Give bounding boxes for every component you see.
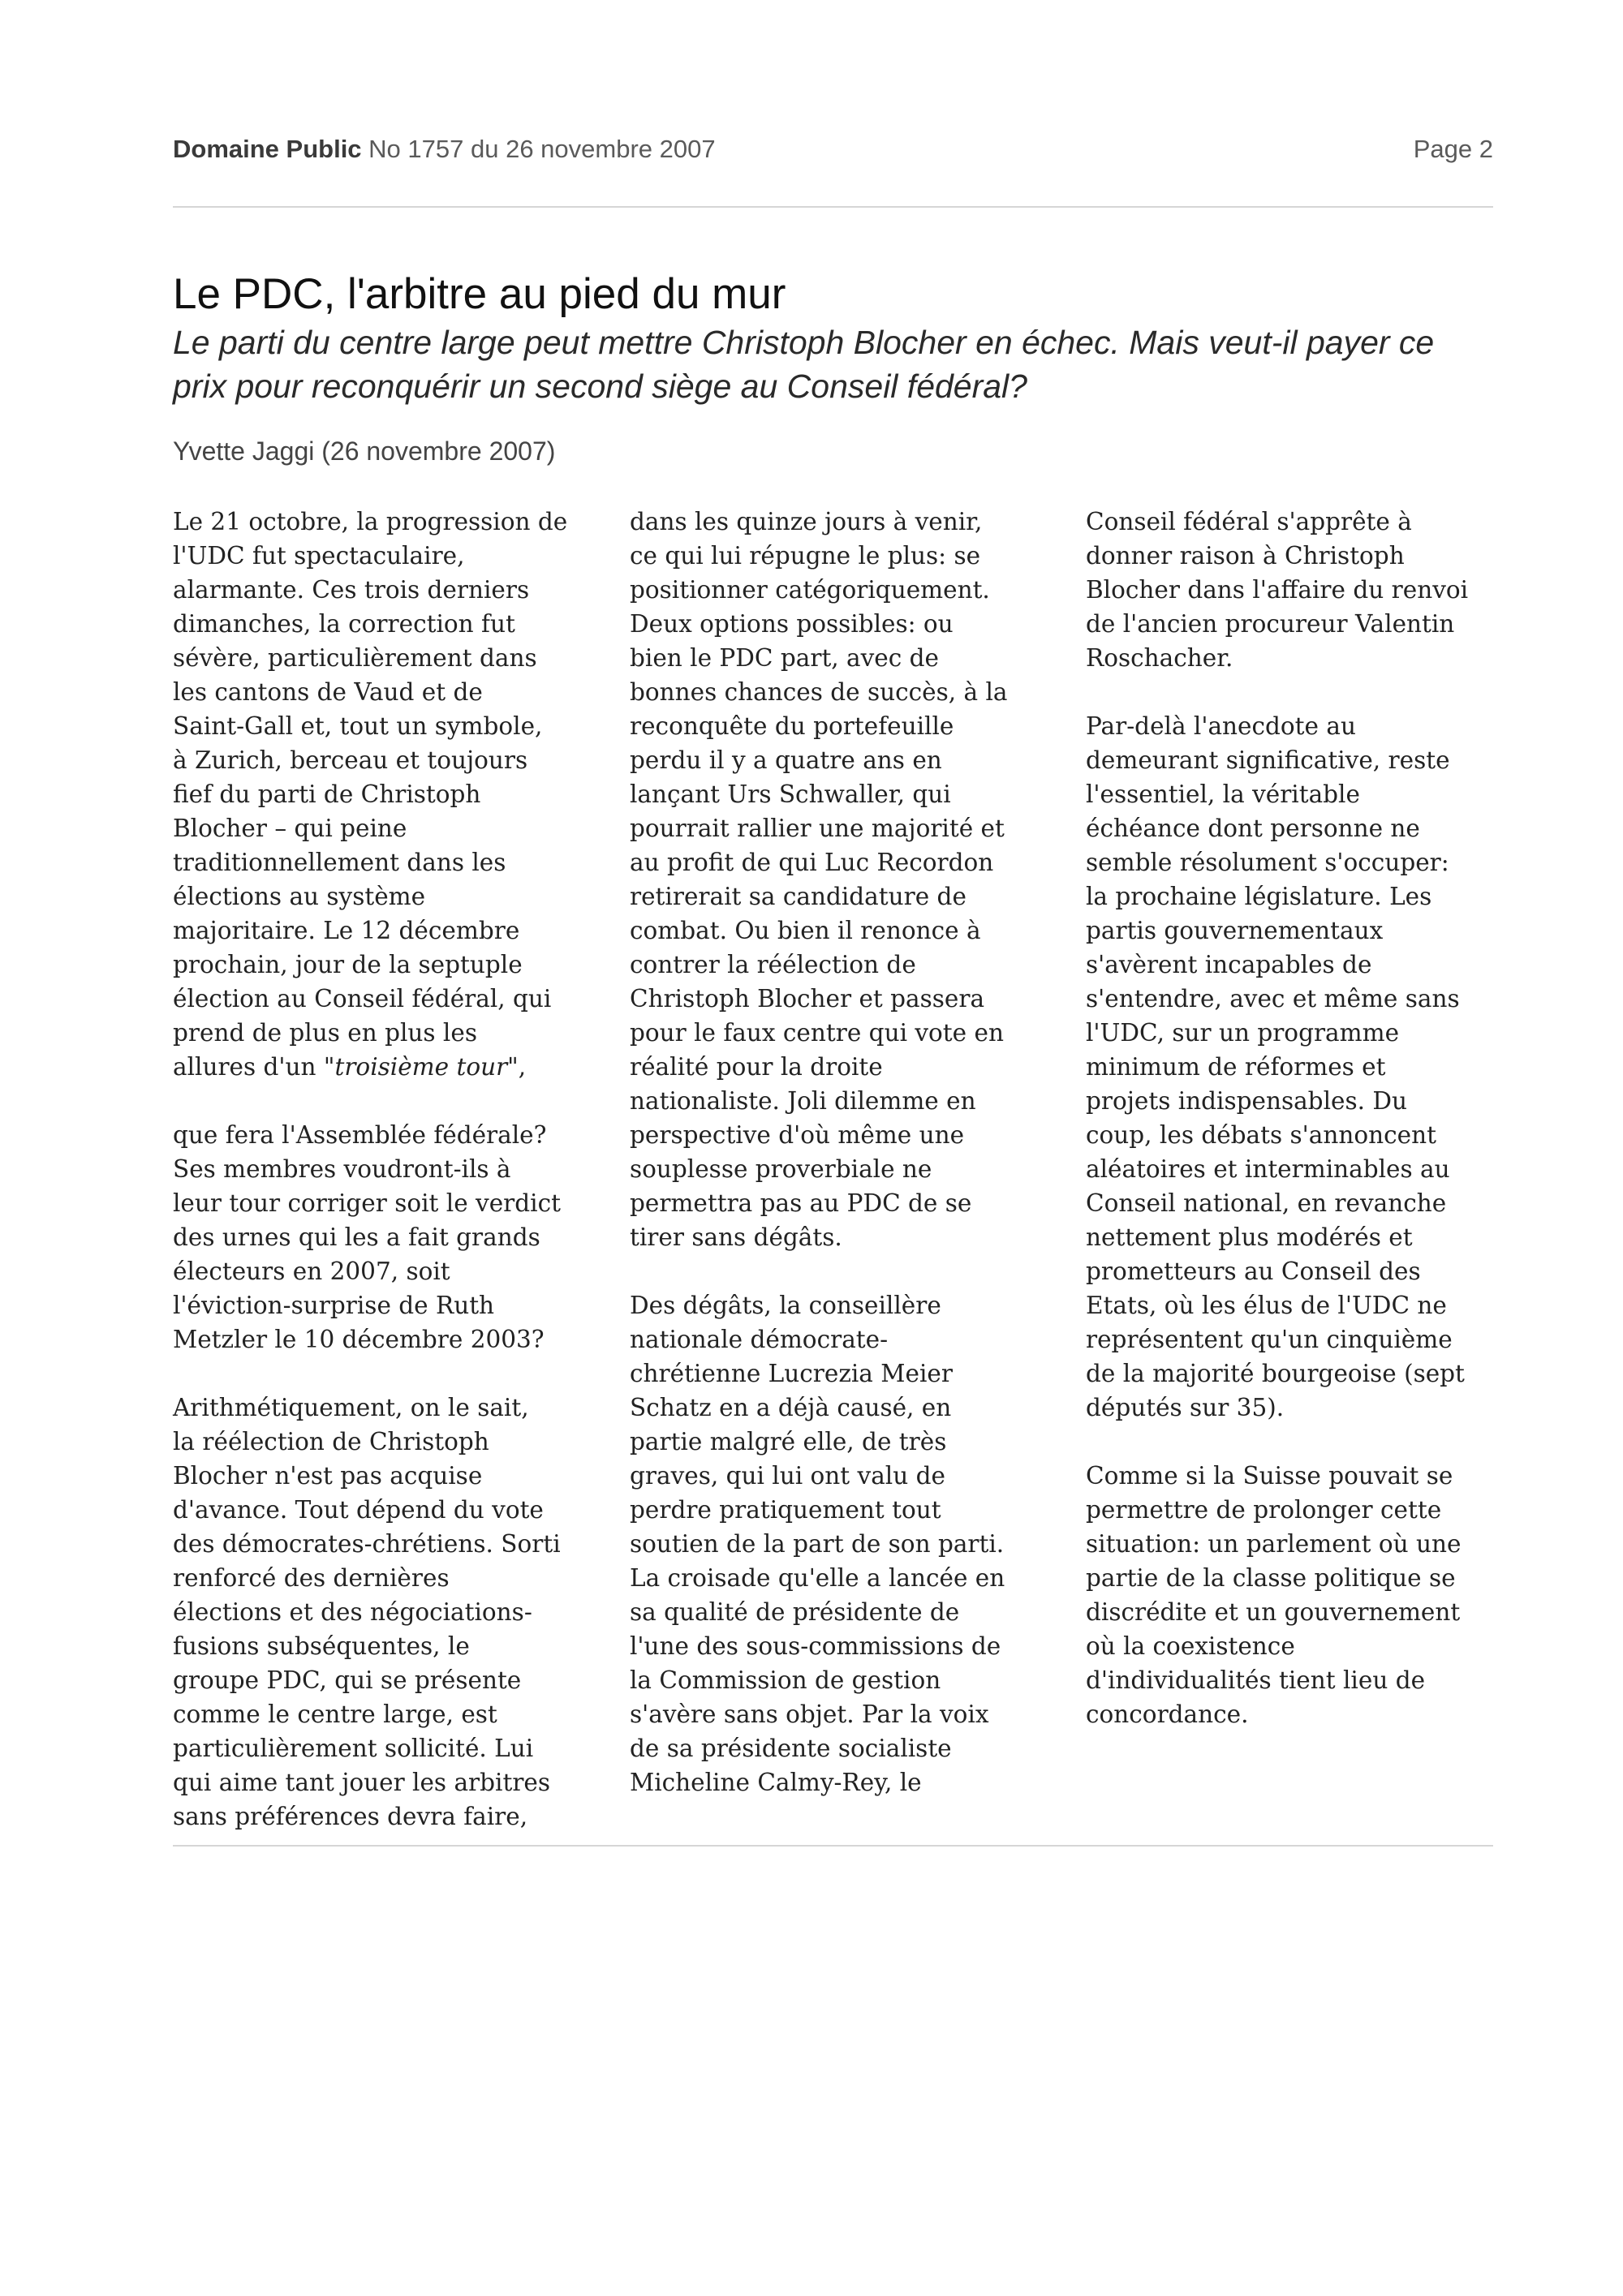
text-line: retirerait sa candidature de — [630, 883, 966, 910]
article-byline: Yvette Jaggi (26 novembre 2007) — [173, 436, 556, 466]
text-line: perdu il y a quatre ans en — [630, 746, 942, 774]
text-line: prometteurs au Conseil des — [1086, 1258, 1421, 1285]
text-line: qui aime tant jouer les arbitres — [173, 1769, 551, 1796]
text-line: discrédite et un gouvernement — [1086, 1598, 1461, 1626]
text-line: pourrait rallier une majorité et — [630, 815, 1005, 842]
text-line: sa qualité de présidente de — [630, 1598, 960, 1626]
text-line: Comme si la Suisse pouvait se — [1086, 1462, 1453, 1490]
text-line: Blocher dans l'affaire du renvoi — [1086, 576, 1469, 604]
text-line: bien le PDC part, avec de — [630, 644, 940, 672]
text-column-2 — [630, 505, 1060, 1799]
text-column-3 — [1086, 505, 1508, 1731]
text-line: la prochaine législature. Les — [1086, 883, 1432, 910]
text-line: Conseil national, en revanche — [1086, 1189, 1447, 1217]
text-line: Des dégâts, la conseillère — [630, 1292, 941, 1319]
footer-divider — [173, 1845, 1493, 1847]
text-line: les cantons de Vaud et de — [173, 678, 483, 706]
text-line: réalité pour la droite — [630, 1053, 883, 1081]
article-paragraph — [173, 1391, 603, 1834]
text-line: nationaliste. Joli dilemme en — [630, 1087, 976, 1115]
text-line: de la majorité bourgeoise (sept — [1086, 1360, 1465, 1387]
text-line: des urnes qui les a fait grands — [173, 1223, 540, 1251]
text-line: partie de la classe politique se — [1086, 1564, 1456, 1592]
text-line: donner raison à Christoph — [1086, 542, 1405, 570]
text-line: Saint-Gall et, tout un symbole, — [173, 712, 543, 740]
text-line: partie malgré elle, de très — [630, 1428, 947, 1455]
text-line: nettement plus modérés et — [1086, 1223, 1413, 1251]
text-line: aléatoires et interminables au — [1086, 1155, 1450, 1183]
article-paragraph — [173, 1118, 603, 1357]
text-line: coup, les débats s'annoncent — [1086, 1121, 1436, 1149]
article-paragraph — [630, 505, 1060, 1254]
page-number: Page 2 — [1413, 135, 1493, 163]
text-line: demeurant significative, reste — [1086, 746, 1450, 774]
article-paragraph — [1086, 1459, 1508, 1731]
text-line: Metzler le 10 décembre 2003? — [173, 1326, 545, 1353]
text-column-1 — [173, 505, 603, 1834]
text-line: permettra pas au PDC de se — [630, 1189, 972, 1217]
quoted-phrase: "troisième tour" — [323, 1053, 519, 1081]
text-line: Ses membres voudront-ils à — [173, 1155, 511, 1183]
text-line: permettre de prolonger cette — [1086, 1496, 1442, 1524]
text-line: traditionnellement dans les — [173, 849, 506, 876]
text-line: comme le centre large, est — [173, 1701, 497, 1728]
text-line: la Commission de gestion — [630, 1666, 941, 1694]
text-line: l'une des sous-commissions de — [630, 1632, 1001, 1660]
text-line — [173, 1050, 603, 1084]
text-line: groupe PDC, qui se présente — [173, 1666, 522, 1694]
text-line: ce qui lui répugne le plus: se — [630, 542, 981, 570]
text-line: combat. Ou bien il renonce à — [630, 917, 981, 944]
text-line: soutien de la part de son parti. — [630, 1530, 1005, 1558]
text-line: reconquête du portefeuille — [630, 712, 954, 740]
text-line: bonnes chances de succès, à la — [630, 678, 1008, 706]
text-line: s'avèrent incapables de — [1086, 951, 1372, 978]
text-line: positionner catégoriquement. — [630, 576, 990, 604]
article-subtitle: Le parti du centre large peut mettre Christoph Blocher en échec. Mais veut-il payer ce prix pour reconquérir un second siège au Conseil fédéral? — [173, 324, 1435, 405]
text-line: à Zurich, berceau et toujours — [173, 746, 528, 774]
text-line: perdre pratiquement tout — [630, 1496, 941, 1524]
text-line: représentent qu'un cinquième — [1086, 1326, 1453, 1353]
text-line: dans les quinze jours à venir, — [630, 508, 983, 535]
text-line: Arithmétiquement, on le sait, — [173, 1394, 529, 1421]
text-line: projets indispensables. Du — [1086, 1087, 1408, 1115]
text-line: La croisade qu'elle a lancée en — [630, 1564, 1005, 1592]
text-line: alarmante. Ces trois derniers — [173, 576, 530, 604]
article-paragraph — [1086, 505, 1508, 675]
text-fragment: , — [518, 1053, 527, 1081]
text-line: au profit de qui Luc Recordon — [630, 849, 994, 876]
text-line: l'éviction-surprise de Ruth — [173, 1292, 495, 1319]
publication-name: Domaine Public — [173, 135, 362, 163]
text-line: Schatz en a déjà causé, en — [630, 1394, 952, 1421]
text-line: graves, qui lui ont valu de — [630, 1462, 945, 1490]
text-line: de l'ancien procureur Valentin — [1086, 610, 1455, 638]
text-line: particulièrement sollicité. Lui — [173, 1735, 534, 1762]
text-line: perspective d'où même une — [630, 1121, 965, 1149]
text-line: où la coexistence — [1086, 1632, 1295, 1660]
text-line: l'essentiel, la véritable — [1086, 780, 1360, 808]
text-fragment: allures d'un — [173, 1053, 324, 1081]
text-line: prochain, jour de la septuple — [173, 951, 523, 978]
text-line: que fera l'Assemblée fédérale? — [173, 1121, 547, 1149]
text-line: s'avère sans objet. Par la voix — [630, 1701, 989, 1728]
text-line: sévère, particulièrement dans — [173, 644, 537, 672]
text-line: élections au système — [173, 883, 426, 910]
text-line: semble résolument s'occuper: — [1086, 849, 1449, 876]
text-line: contrer la réélection de — [630, 951, 916, 978]
article-paragraph — [630, 1288, 1060, 1799]
text-line: Deux options possibles: ou — [630, 610, 954, 638]
text-line: tirer sans dégâts. — [630, 1223, 842, 1251]
text-line: l'UDC, sur un programme — [1086, 1019, 1400, 1047]
text-line: d'individualités tient lieu de — [1086, 1666, 1426, 1694]
issue-info: No 1757 du 26 novembre 2007 — [368, 135, 716, 163]
text-line: leur tour corriger soit le verdict — [173, 1189, 561, 1217]
text-line: de sa présidente socialiste — [630, 1735, 952, 1762]
text-line: dimanches, la correction fut — [173, 610, 515, 638]
text-line: concordance. — [1086, 1701, 1249, 1728]
text-line: députés sur 35). — [1086, 1394, 1285, 1421]
text-line: chrétienne Lucrezia Meier — [630, 1360, 953, 1387]
text-line: majoritaire. Le 12 décembre — [173, 917, 520, 944]
text-line: Micheline Calmy-Rey, le — [630, 1769, 922, 1796]
text-line: Christoph Blocher et passera — [630, 985, 985, 1013]
text-line: électeurs en 2007, soit — [173, 1258, 450, 1285]
text-line: échéance dont personne ne — [1086, 815, 1420, 842]
text-line: s'entendre, avec et même sans — [1086, 985, 1460, 1013]
text-line: des démocrates-chrétiens. Sorti — [173, 1530, 561, 1558]
text-line: Blocher – qui peine — [173, 815, 407, 842]
text-line: partis gouvernementaux — [1086, 917, 1384, 944]
text-line: Par-delà l'anecdote au — [1086, 712, 1356, 740]
text-line: situation: un parlement où une — [1086, 1530, 1462, 1558]
text-line: la réélection de Christoph — [173, 1428, 489, 1455]
text-line: nationale démocrate- — [630, 1326, 889, 1353]
text-line: renforcé des dernières — [173, 1564, 450, 1592]
article-paragraph — [173, 505, 603, 1084]
text-line: fusions subséquentes, le — [173, 1632, 470, 1660]
text-line: d'avance. Tout dépend du vote — [173, 1496, 544, 1524]
text-line: lançant Urs Schwaller, qui — [630, 780, 951, 808]
text-line: Conseil fédéral s'apprête à — [1086, 508, 1412, 535]
text-line: élection au Conseil fédéral, qui — [173, 985, 552, 1013]
text-line: l'UDC fut spectaculaire, — [173, 542, 465, 570]
text-line: Le 21 octobre, la progression de — [173, 508, 568, 535]
text-line: Roschacher. — [1086, 644, 1233, 672]
header-divider — [173, 206, 1493, 208]
text-line: fief du parti de Christoph — [173, 780, 481, 808]
text-line: Blocher n'est pas acquise — [173, 1462, 483, 1490]
text-line: élections et des négociations- — [173, 1598, 532, 1626]
page-header — [173, 135, 1493, 170]
text-line: pour le faux centre qui vote en — [630, 1019, 1004, 1047]
text-line: prend de plus en plus les — [173, 1019, 477, 1047]
text-line: Etats, où les élus de l'UDC ne — [1086, 1292, 1447, 1319]
article-paragraph — [1086, 709, 1508, 1425]
text-line: minimum de réformes et — [1086, 1053, 1386, 1081]
text-line: souplesse proverbiale ne — [630, 1155, 932, 1183]
article-title: Le PDC, l'arbitre au pied du mur — [173, 270, 786, 318]
text-line: sans préférences devra faire, — [173, 1803, 528, 1830]
